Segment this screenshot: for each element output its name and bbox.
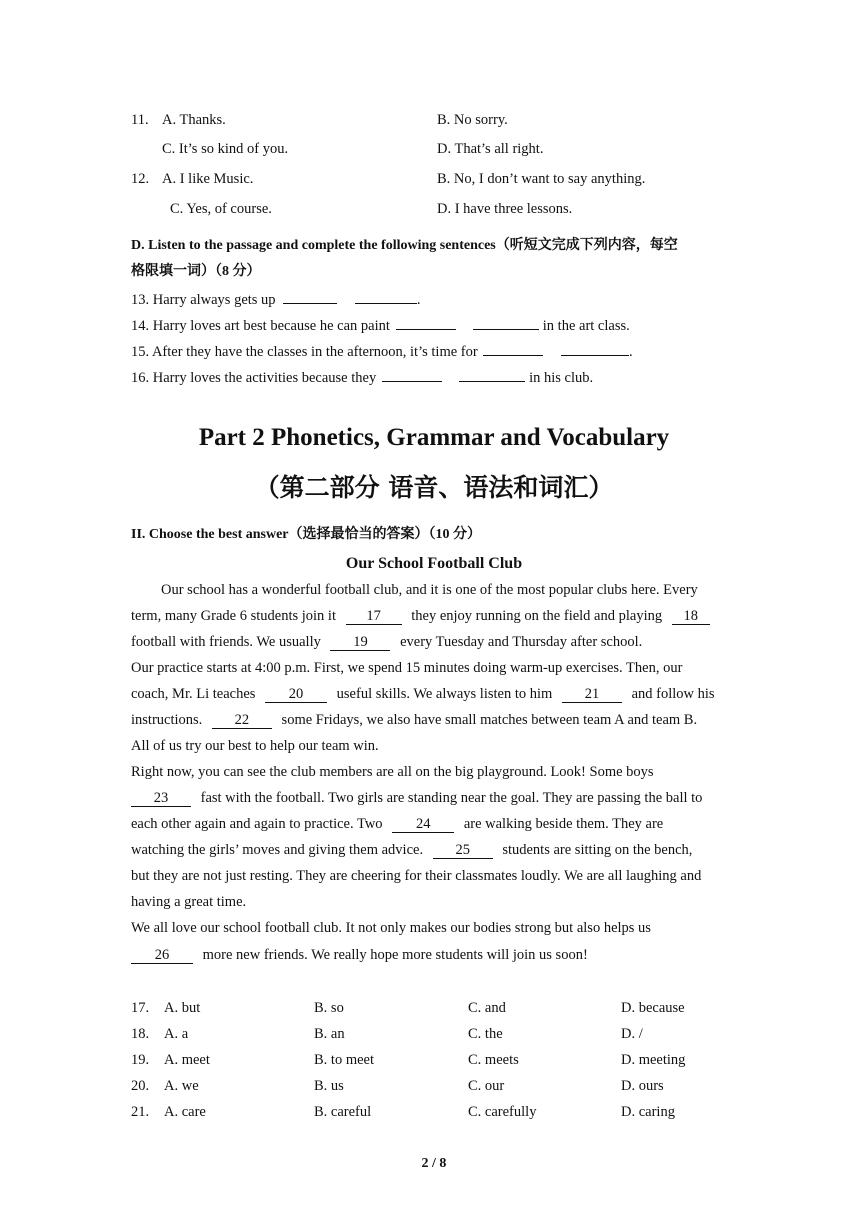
blank-17[interactable]: 17 — [346, 609, 402, 625]
passage-text: every Tuesday and Thursday after school. — [400, 634, 643, 650]
passage-line — [131, 712, 697, 729]
option-d: D. I have three lessons. — [437, 201, 573, 217]
passage-line: Our school has a wonderful football club, and it is one of the most popular clubs here. Every — [161, 582, 698, 598]
passage-line — [131, 947, 588, 964]
answer-blank[interactable] — [283, 290, 337, 304]
question-number: 12. — [131, 171, 150, 187]
passage-text: they enjoy running on the field and playing — [411, 608, 663, 624]
blank-18[interactable]: 18 — [672, 609, 710, 625]
blank-20[interactable]: 20 — [265, 687, 327, 703]
passage-text: fast with the football. Two girls are standing near the goal. They are passing the ball to — [200, 790, 703, 806]
passage-text: and follow his — [631, 686, 715, 702]
option-b[interactable]: B. us — [314, 1078, 344, 1094]
passage-text: watching the girls’ moves and giving them advice. — [131, 842, 424, 858]
passage-text: instructions. — [131, 712, 203, 728]
option-b[interactable]: B. so — [314, 1000, 344, 1016]
answer-blank[interactable] — [459, 368, 525, 382]
option-b: B. No, I don’t want to say anything. — [437, 171, 646, 187]
item-text: 13. Harry always gets up — [131, 292, 276, 308]
passage-text: each other again and again to practice. Two — [131, 816, 383, 832]
passage-text: some Fridays, we also have small matches between team A and team B. — [281, 712, 698, 728]
item-text: in the art class. — [542, 318, 630, 334]
option-d[interactable]: D. ours — [621, 1078, 664, 1094]
blank-21[interactable]: 21 — [562, 687, 622, 703]
part-title: Part 2 Phonetics, Grammar and Vocabulary — [198, 424, 670, 451]
question-number: 17. — [131, 1000, 150, 1016]
passage-text: useful skills. We always listen to him — [336, 686, 553, 702]
option-c[interactable]: C. our — [468, 1078, 505, 1094]
option-c[interactable]: C. the — [468, 1026, 503, 1042]
passage-line: All of us try our best to help our team win. — [131, 738, 379, 754]
option-a[interactable]: A. meet — [164, 1052, 210, 1068]
option-d[interactable]: D. meeting — [621, 1052, 686, 1068]
answer-blank[interactable] — [382, 368, 442, 382]
blank-24[interactable]: 24 — [392, 817, 454, 833]
passage-line — [131, 842, 692, 859]
passage-line — [131, 816, 663, 833]
answer-blank[interactable] — [396, 316, 456, 330]
answer-blank[interactable] — [561, 342, 629, 356]
option-a[interactable]: A. we — [164, 1078, 199, 1094]
passage-line — [131, 686, 715, 703]
section-ii-heading: II. Choose the best answer（选择最恰当的答案）（10 分） — [131, 527, 481, 542]
passage-title: Our School Football Club — [345, 555, 523, 572]
item-text: 15. After they have the classes in the afternoon, it’s time for — [131, 344, 478, 360]
item-text: . — [628, 344, 633, 360]
option-b[interactable]: B. to meet — [314, 1052, 375, 1068]
blank-23[interactable]: 23 — [131, 791, 191, 807]
blank-25[interactable]: 25 — [433, 843, 493, 859]
passage-line — [131, 608, 710, 625]
passage-text: more new friends. We really hope more students will join us soon! — [202, 947, 588, 963]
option-d[interactable]: D. caring — [621, 1104, 675, 1120]
option-b: B. No sorry. — [437, 112, 508, 128]
answer-blank[interactable] — [473, 316, 539, 330]
option-b[interactable]: B. an — [314, 1026, 345, 1042]
option-c[interactable]: C. carefully — [468, 1104, 537, 1120]
option-c[interactable]: C. meets — [468, 1052, 519, 1068]
option-a: A. I like Music. — [162, 171, 254, 187]
item-text: in his club. — [529, 370, 594, 386]
passage-text: football with friends. We usually — [131, 634, 321, 650]
passage-text: term, many Grade 6 students join it — [131, 608, 336, 624]
fill-item-16 — [131, 368, 593, 387]
item-text: . — [416, 292, 421, 308]
blank-22[interactable]: 22 — [212, 713, 272, 729]
option-a[interactable]: A. but — [164, 1000, 201, 1016]
question-number: 20. — [131, 1078, 150, 1094]
part-title-chinese: （第二部分 语音、语法和词汇） — [254, 473, 614, 502]
item-text: 14. Harry loves art best because he can paint — [131, 318, 390, 334]
option-d[interactable]: D. because — [621, 1000, 685, 1016]
answer-blank[interactable] — [483, 342, 543, 356]
passage-line: We all love our school football club. It not only makes our bodies strong but also helps us — [131, 920, 651, 936]
answer-blank[interactable] — [355, 290, 417, 304]
blank-26[interactable]: 26 — [131, 948, 193, 964]
option-a[interactable]: A. a — [164, 1026, 189, 1042]
fill-item-15 — [131, 342, 633, 361]
passage-text: students are sitting on the bench, — [502, 842, 693, 858]
question-number: 11. — [131, 112, 149, 128]
section-d-heading: D. Listen to the passage and complete the following sentences（听短文完成下列内容，每空 — [131, 238, 678, 253]
fill-item-14 — [131, 316, 630, 335]
passage-line: Our practice starts at 4:00 p.m. First, we spend 15 minutes doing warm-up exercises. Then, our — [131, 660, 683, 676]
fill-item-13 — [131, 290, 420, 309]
passage-line: Right now, you can see the club members are all on the big playground. Look! Some boys — [131, 764, 654, 780]
option-c: C. Yes, of course. — [170, 201, 272, 217]
page-number: 2 / 8 — [421, 1156, 447, 1171]
passage-line: but they are not just resting. They are cheering for their classmates loudly. We are all laughing and — [131, 868, 702, 884]
option-d: D. That’s all right. — [437, 141, 544, 157]
passage-line — [131, 790, 702, 807]
option-c[interactable]: C. and — [468, 1000, 506, 1016]
option-a[interactable]: A. care — [164, 1104, 206, 1120]
option-d[interactable]: D. / — [621, 1026, 643, 1042]
question-number: 18. — [131, 1026, 150, 1042]
question-number: 21. — [131, 1104, 150, 1120]
option-b[interactable]: B. careful — [314, 1104, 372, 1120]
passage-text: coach, Mr. Li teaches — [131, 686, 256, 702]
option-c: C. It’s so kind of you. — [162, 141, 289, 157]
passage-line — [131, 634, 642, 651]
option-a: A. Thanks. — [162, 112, 226, 128]
blank-19[interactable]: 19 — [330, 635, 390, 651]
question-number: 19. — [131, 1052, 150, 1068]
item-text: 16. Harry loves the activities because they — [131, 370, 377, 386]
passage-text: are walking beside them. They are — [463, 816, 664, 832]
passage-line: having a great time. — [131, 894, 247, 910]
section-d-heading-cont: 格限填一词）（8 分） — [131, 264, 261, 279]
